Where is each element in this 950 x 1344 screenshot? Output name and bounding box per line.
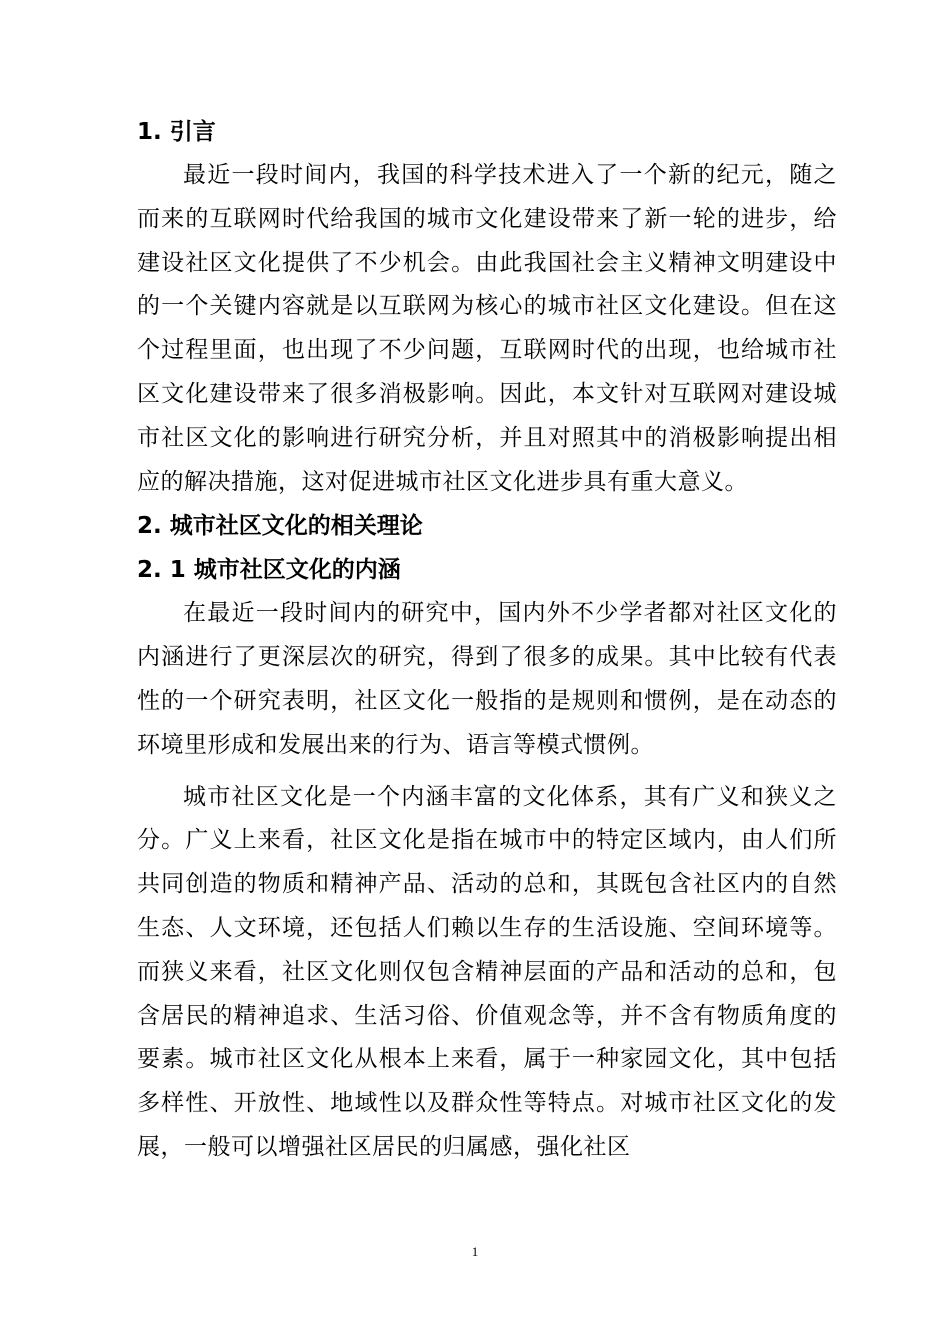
introduction-paragraph: 最近一段时间内，我国的科学技术进入了一个新的纪元，随之而来的互联网时代给我国的城市文化建设带来了新一轮的进步，给建设社区文化提供了不少机会。由此我国社会主义精神文明建设中的一个关键内容就是以互联网为核心的城市社区文化建设。但在这个过程里面，也出现了不少问题，互联网时代的出现，也给城市社区文化建设带来了很多消极影响。因此，本文针对互联网对建设城市社区文化的影响进行研究分析，并且对照其中的消极影响提出相应的解决措施，这对促进城市社区文化进步具有重大意义。 <box>137 162 837 495</box>
connotation-paragraph-1: 在最近一段时间内的研究中，国内外不少学者都对社区文化的内涵进行了更深层次的研究，得到了很多的成果。其中比较有代表性的一个研究表明，社区文化一般指的是规则和惯例，是在动态的环境里形成和发展出来的行为、语言等模式惯例。 <box>137 600 837 758</box>
section-heading-introduction: 1. 引言 <box>137 119 216 145</box>
page-number: 1 <box>471 1244 479 1259</box>
document-body <box>137 110 837 1170</box>
paragraph-spacer <box>137 768 837 776</box>
section-heading-theory: 2. 城市社区文化的相关理论 <box>137 513 423 540</box>
subsection-heading-connotation: 2. 1 城市社区文化的内涵 <box>137 557 401 584</box>
connotation-paragraph-2: 城市社区文化是一个内涵丰富的文化体系，其有广义和狭义之分。广义上来看，社区文化是指在城市中的特定区域内，由人们所共同创造的物质和精神产品、活动的总和，其既包含社区内的自然生态、人文环境，还包括人们赖以生存的生活设施、空间环境等。而狭义来看，社区文化则仅包含精神层面的产品和活动的总和，包含居民的精神追求、生活习俗、价值观念等，并不含有物质角度的要素。城市社区文化从根本上来看，属于一种家园文化，其中包括多样性、开放性、地域性以及群众性等特点。对城市社区文化的发展，一般可以增强社区居民的归属感，强化社区 <box>137 783 837 1160</box>
